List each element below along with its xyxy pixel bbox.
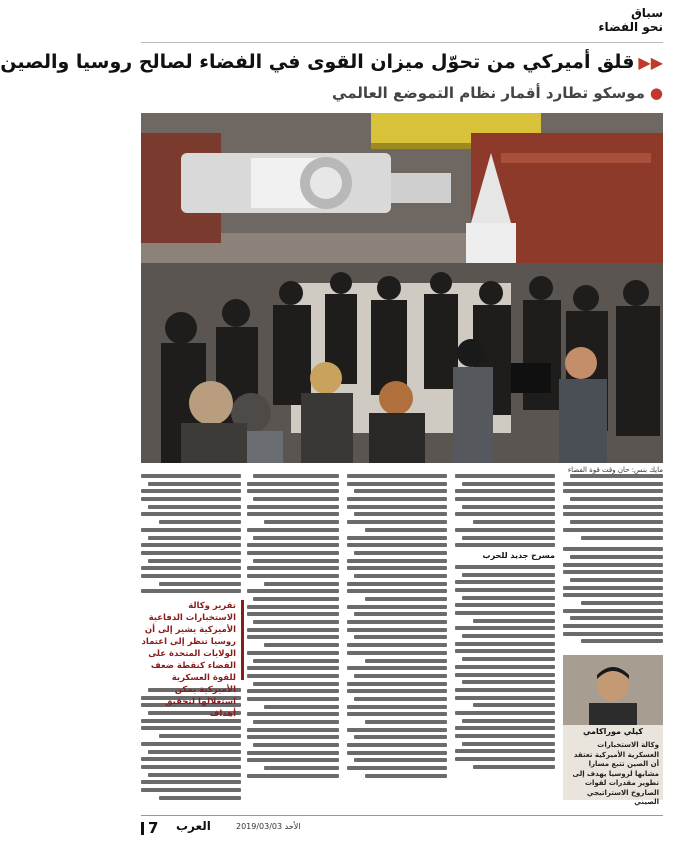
- page-number-bar: [141, 822, 144, 835]
- subheadline-text: موسكو تطارد أقمار نظام التموضع العالمي: [332, 84, 645, 102]
- article-column-3: [347, 474, 447, 800]
- section-label-line2: نحو الفضاء: [598, 20, 663, 34]
- author-name: كيلي موراكامي: [582, 727, 644, 736]
- photo-caption: مايك بنس: حان وقت قوة الفضاء: [567, 466, 663, 474]
- pull-quote-text: تقرير وكالة الاستخبارات الدفاعية الأميركية يشير إلى أن روسيا تنظر إلى اعتماد الولايات المتحدة على الفضاء كنقطة ضعف للقوة العسكرية الأميركية يمكن استغلالها لتحقيق أهداف: [141, 601, 236, 719]
- section-label: [598, 6, 663, 34]
- headline-text: قلق أميركي من تحوّل ميزان القوى في الفضاء لصالح روسيا والصين: [0, 51, 635, 73]
- page-footer: [141, 815, 663, 838]
- headline: [0, 48, 663, 77]
- author-bio: وكالة الاستخبارات العسكرية الأميركية تعتقد أن الصين تتبع مسارا مشابها لروسيا يهدف إلى تطوير مقدرات لقوات الصاروخ الاستراتيجي الصيني: [572, 741, 659, 806]
- newspaper-brand: العرب: [176, 819, 211, 833]
- header-rule: [141, 42, 663, 43]
- author-photo: [563, 655, 663, 725]
- headline-marker-icon: ▶▶: [638, 53, 663, 72]
- issue-date: الأحد 2019/03/03: [236, 822, 301, 831]
- article-column-1: [563, 474, 663, 650]
- article-column-4: [247, 474, 339, 800]
- main-photo: [141, 113, 663, 463]
- page-number-text: 7: [148, 819, 159, 837]
- subheadline-bullet-icon: ●: [649, 84, 663, 102]
- pull-quote: [141, 600, 244, 719]
- article-column-5-top: [141, 474, 241, 594]
- section-label-line1: سباق: [631, 6, 663, 20]
- article-subheading: مسرح جديد للحرب: [482, 550, 555, 560]
- press-photo-illustration: [141, 113, 663, 463]
- author-portrait: [563, 655, 663, 725]
- author-box: [563, 655, 663, 806]
- article-column-2: [455, 474, 555, 800]
- page-number: [141, 819, 158, 837]
- subheadline: [203, 82, 663, 104]
